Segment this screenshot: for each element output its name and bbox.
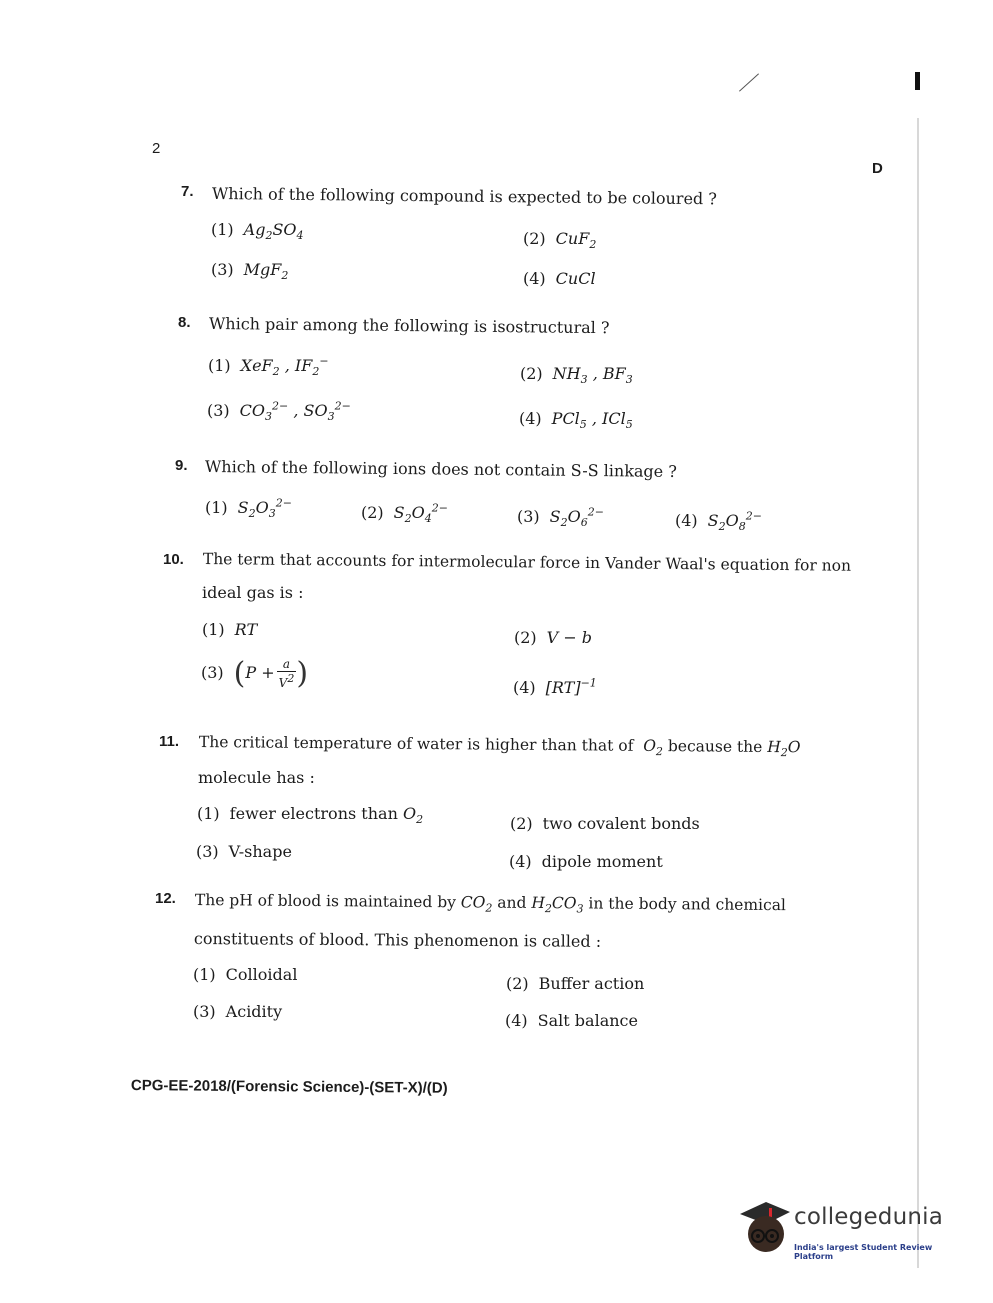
question-number: 10. bbox=[163, 551, 184, 568]
option-formula: $CO_3^{2-}$ , $SO_3^{2-}$ bbox=[239, 400, 351, 424]
option-2: (2) V − b bbox=[514, 628, 593, 647]
paper-set-code: CPG-EE-2018/(Forensic Science)-(SET-X)/(D) bbox=[130, 1077, 448, 1097]
question-text-line-1: The pH of blood is maintained by $CO_2$ and $H_2CO_3$ in the body and chemical bbox=[194, 891, 787, 916]
option-4: (4) PCl$_5$ , ICl$_5$ bbox=[519, 409, 633, 432]
question-text-line-1: The critical temperature of water is higher than that of $O_2$ because the $H_2O$ bbox=[198, 733, 801, 760]
option-4: (4) dipole moment bbox=[509, 852, 663, 871]
option-4: (4) Salt balance bbox=[505, 1011, 638, 1030]
option-3: (3) $CO_3^{2-}$ , $SO_3^{2-}$ bbox=[207, 400, 351, 424]
option-formula: $S_2O_4^{2-}$ bbox=[393, 502, 448, 526]
option-1: (1) $Ag_2SO_4$ bbox=[211, 220, 304, 243]
option-formula: $S_2O_6^{2-}$ bbox=[549, 506, 604, 530]
set-letter: D bbox=[872, 160, 883, 177]
option-formula: V − b bbox=[546, 628, 593, 647]
collegedunia-watermark bbox=[736, 1196, 961, 1266]
margin-bar-mark bbox=[915, 72, 920, 90]
brand-tagline: India's largest Student Review Platform bbox=[794, 1243, 933, 1261]
option-1: (1) Colloidal bbox=[193, 965, 298, 984]
option-3: (3) V-shape bbox=[196, 842, 292, 861]
question-text-line-1: The term that accounts for intermolecular force in Vander Waal's equation for non bbox=[202, 550, 852, 575]
question-text: Which pair among the following is isostructural ? bbox=[208, 314, 610, 338]
option-1: (1) XeF$_2$ , $IF_2^-$ bbox=[208, 355, 329, 379]
pen-stroke-mark bbox=[739, 73, 759, 91]
brand-name: collegedunia bbox=[794, 1204, 944, 1230]
question-number: 9. bbox=[175, 457, 188, 474]
question-text-line-2: ideal gas is : bbox=[202, 583, 304, 602]
question-number: 11. bbox=[159, 733, 180, 750]
option-4: (4) [RT]$^{-1}$ bbox=[513, 677, 597, 698]
option-formula: $NH_3$ , $BF_3$ bbox=[552, 364, 633, 387]
option-1: (1) RT bbox=[202, 620, 258, 639]
option-2: (2) CuF$_2$ bbox=[523, 229, 597, 252]
mascot-logo-icon bbox=[736, 1196, 794, 1258]
option-formula: PCl$_5$ , ICl$_5$ bbox=[551, 409, 633, 432]
question-text-line-2: molecule has : bbox=[198, 768, 315, 787]
page-number: 2 bbox=[152, 140, 161, 157]
option-formula: MgF$_2$ bbox=[243, 260, 289, 283]
question-number: 8. bbox=[178, 314, 191, 331]
option-1: (1) fewer electrons than $O_2$ bbox=[197, 804, 424, 827]
option-formula: P + bbox=[245, 663, 275, 682]
option-formula: CuF$_2$ bbox=[555, 229, 597, 252]
page-edge-rule bbox=[917, 118, 919, 1268]
option-formula: XeF$_2$ , $IF_2^-$ bbox=[240, 355, 329, 379]
option-2: (2) $S_2O_4^{2-}$ bbox=[361, 502, 448, 526]
option-formula: $S_2O_8^{2-}$ bbox=[707, 510, 762, 534]
option-2: (2) Buffer action bbox=[506, 974, 645, 993]
option-formula: $S_2O_3^{2-}$ bbox=[237, 497, 292, 521]
option-2: (2) $NH_3$ , $BF_3$ bbox=[520, 364, 633, 387]
question-text-line-2: constituents of blood. This phenomenon is called : bbox=[193, 929, 602, 951]
fraction-a-over-v2: $\frac{a}{V^2}$ bbox=[278, 656, 295, 690]
option-3: (3) MgF$_2$ bbox=[211, 260, 289, 283]
option-3: (3) $S_2O_6^{2-}$ bbox=[517, 506, 604, 530]
option-4: (4) $S_2O_8^{2-}$ bbox=[675, 510, 762, 534]
option-4: (4) CuCl bbox=[523, 269, 596, 288]
option-3: (3) Acidity bbox=[193, 1002, 283, 1021]
option-2: (2) two covalent bonds bbox=[510, 814, 700, 833]
question-text: Which of the following ions does not contain S-S linkage ? bbox=[204, 457, 677, 481]
option-3: (3) (P + $\frac{a}{V^2}$ ) bbox=[201, 656, 309, 691]
option-formula: CuCl bbox=[555, 269, 596, 288]
option-formula: RT bbox=[234, 620, 258, 639]
question-number: 12. bbox=[155, 890, 176, 907]
question-number: 7. bbox=[181, 183, 194, 200]
option-1: (1) $S_2O_3^{2-}$ bbox=[205, 497, 292, 521]
option-formula: $Ag_2SO_4$ bbox=[243, 220, 304, 243]
option-formula: [RT]$^{-1}$ bbox=[545, 677, 597, 698]
question-text: Which of the following compound is expected to be coloured ? bbox=[211, 184, 717, 209]
